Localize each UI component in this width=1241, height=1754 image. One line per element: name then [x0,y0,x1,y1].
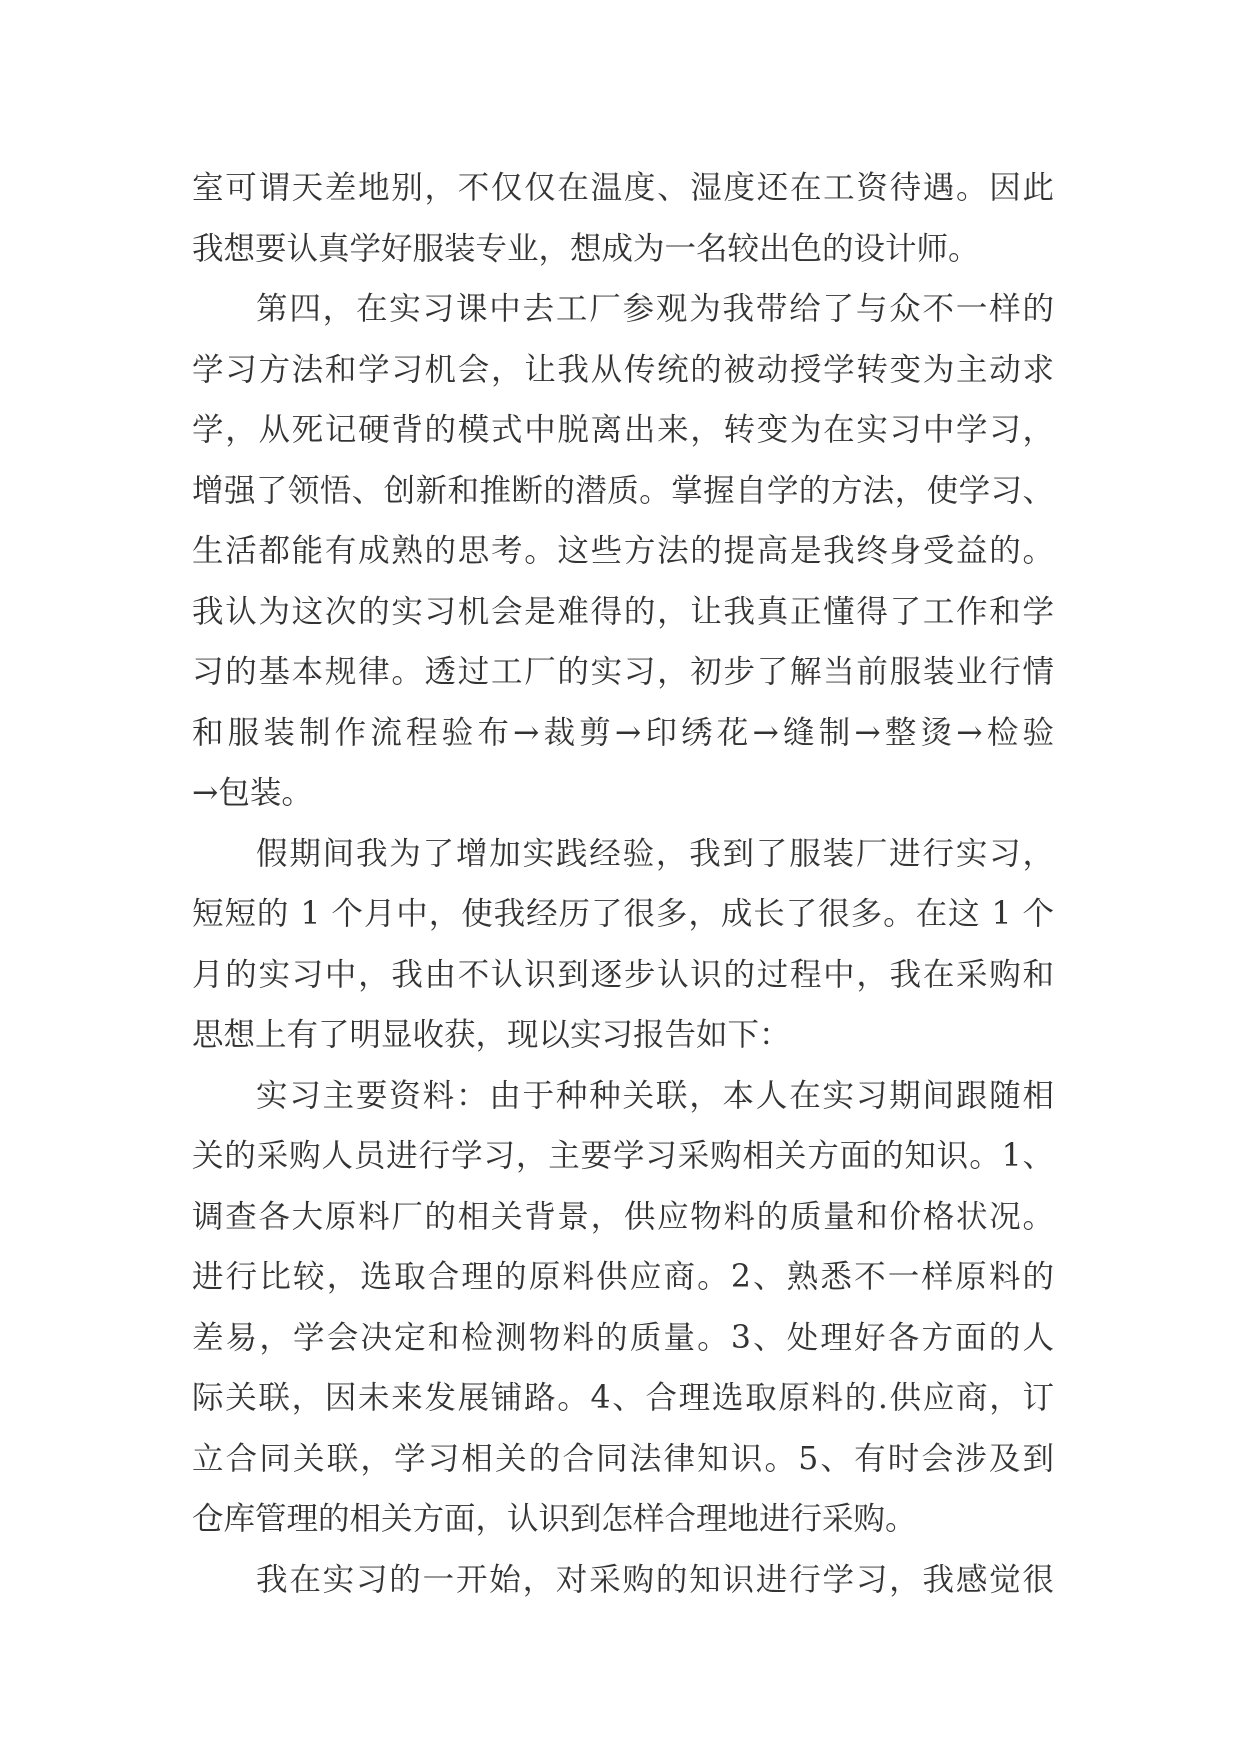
paragraph-first-line: 第四，在实习课中去工厂参观为我带给了与众不一样的 [256,291,1054,327]
text-line: 际关联，因未来发展铺路。4、合理选取原料的.供应商，订 [192,1380,1054,1416]
text-line: 差易，学会决定和检测物料的质量。3、处理好各方面的人 [192,1319,1054,1356]
text-line: 进行比较，选取合理的原料供应商。2、熟悉不一样原料的 [192,1259,1054,1295]
text-line: 增强了领悟、创新和推断的潜质。掌握自学的方法，使学习、 [192,472,1054,509]
text-line: 关的采购人员进行学习，主要学习采购相关方面的知识。1、 [192,1138,1054,1174]
paragraph-first-line: 假期间我为了增加实践经验，我到了服装厂进行实习， [256,835,1054,872]
text-line: 我想要认真学好服装专业，想成为一名较出色的设计师。 [192,230,980,267]
text-line: 我认为这次的实习机会是难得的，让我真正懂得了工作和学 [192,593,1054,630]
text-line: 调查各大原料厂的相关背景，供应物料的质量和价格状况。 [192,1198,1054,1235]
paragraph-first-line: 我在实习的一开始，对采购的知识进行学习，我感觉很 [256,1561,1054,1598]
text-line: 生活都能有成熟的思考。这些方法的提高是我终身受益的。 [192,533,1054,569]
text-line: 学，从死记硬背的模式中脱离出来，转变为在实习中学习， [192,412,1054,448]
text-line: 仓库管理的相关方面，认识到怎样合理地进行采购。 [192,1501,917,1537]
text-line: 思想上有了明显收获，现以实习报告如下： [192,1017,791,1053]
text-line: →包装。 [192,775,313,811]
text-line: 月的实习中，我由不认识到逐步认识的过程中，我在采购和 [192,956,1054,993]
paragraph-first-line: 实习主要资料：由于种种关联，本人在实习期间跟随相 [256,1077,1054,1114]
text-line: 室可谓天差地别，不仅仅在温度、湿度还在工资待遇。因此 [192,170,1054,206]
body-text [192,158,1054,1610]
text-line: 短短的 1 个月中，使我经历了很多，成长了很多。在这 1 个 [192,896,1054,932]
text-line: 学习方法和学习机会，让我从传统的被动授学转变为主动求 [192,351,1054,388]
text-line: 和服装制作流程验布→裁剪→印绣花→缝制→整烫→检验 [192,714,1054,751]
text-line: 习的基本规律。透过工厂的实习，初步了解当前服装业行情 [192,654,1054,690]
text-line: 立合同关联，学习相关的合同法律知识。5、有时会涉及到 [192,1440,1054,1477]
